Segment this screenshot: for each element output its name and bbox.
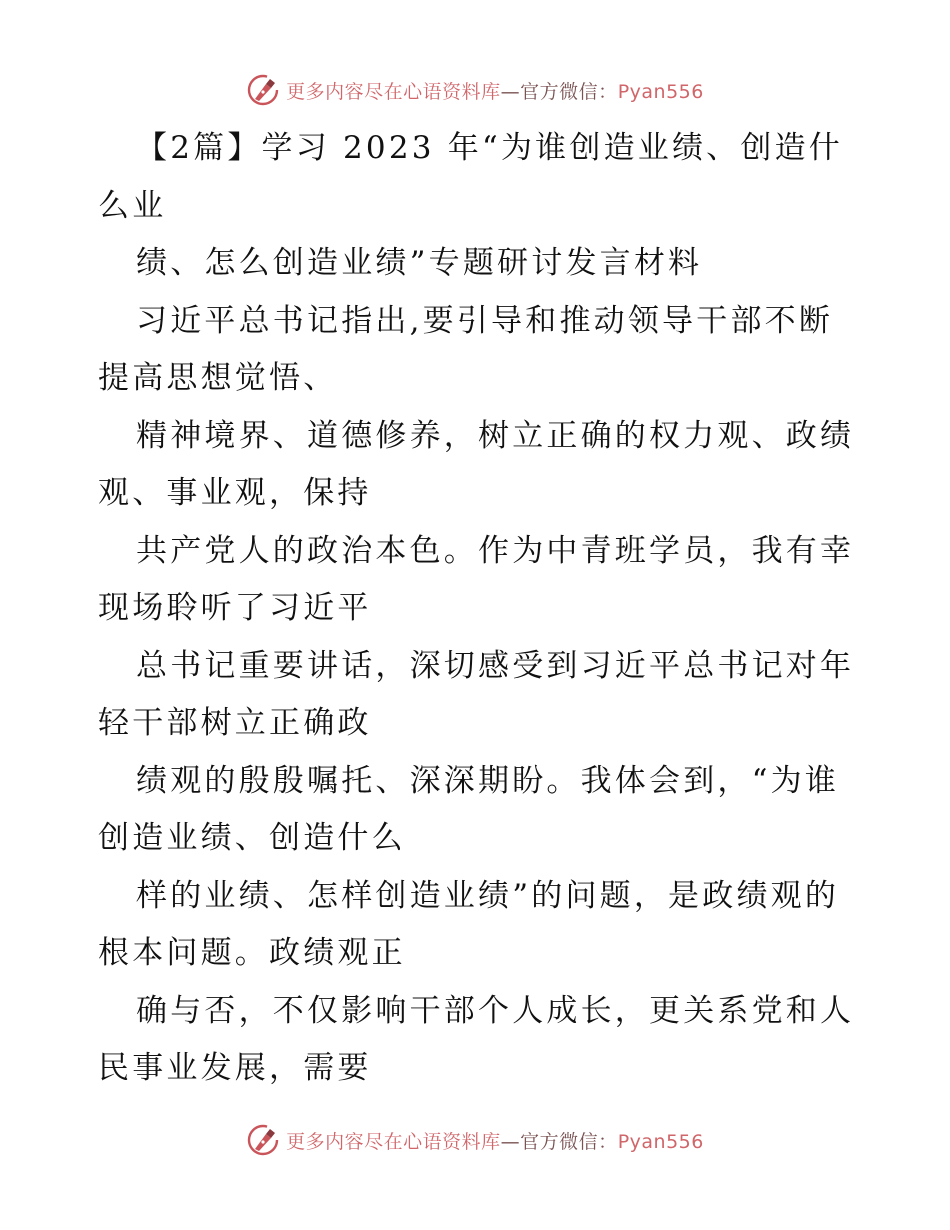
text-line: 创造业绩、创造什么 [98, 820, 406, 856]
banner-text [286, 1127, 704, 1154]
pen-nib-circle-icon [246, 1123, 280, 1157]
banner-site-name: 更多内容尽在心语资料库 [286, 80, 501, 103]
text-line: 现场聆听了习近平 [98, 590, 372, 626]
banner-dash: — [500, 80, 521, 103]
text-line: 确与否，不仅影响干部个人成长，更关系党和人 [136, 992, 855, 1029]
banner-text [286, 77, 704, 104]
text-line: 精神境界、道德修养，树立正确的权力观、政绩 [136, 417, 855, 454]
text-line: 么业 [98, 187, 167, 224]
document-body [98, 120, 858, 1098]
text-line: 共产党人的政治本色。作为中青班学员，我有幸 [136, 532, 855, 569]
text-line: 习近平总书记指出,要引导和推动领导干部不断 [136, 302, 834, 339]
text-line: 提高思想觉悟、 [98, 360, 338, 396]
footer-banner [0, 1120, 950, 1160]
banner-wechat-id: Pyan556 [617, 1130, 704, 1153]
text-line: 总书记重要讲话，深切感受到习近平总书记对年 [136, 647, 855, 684]
text-line: 轻干部树立正确政 [98, 705, 372, 741]
banner-wechat-label: 官方微信： [520, 80, 618, 103]
pen-nib-circle-icon [246, 73, 280, 107]
banner-site-name: 更多内容尽在心语资料库 [286, 1130, 501, 1153]
banner-dash: — [500, 1130, 521, 1153]
text-line: 民事业发展，需要 [98, 1050, 372, 1086]
text-line: 【2篇】学习 2023 年“为谁创造业绩、创造什 [136, 130, 843, 166]
text-line: 根本问题。政绩观正 [98, 935, 406, 971]
text-line: 绩、怎么创造业绩”专题研讨发言材料 [136, 245, 703, 281]
text-line: 绩观的殷殷嘱托、深深期盼。我体会到，“为谁 [136, 762, 840, 799]
header-banner [0, 70, 950, 110]
text-line: 观、事业观，保持 [98, 475, 372, 511]
banner-wechat-label: 官方微信： [520, 1130, 618, 1153]
banner-wechat-id: Pyan556 [617, 80, 704, 103]
text-line: 样的业绩、怎样创造业绩”的问题，是政绩观的 [136, 877, 840, 914]
